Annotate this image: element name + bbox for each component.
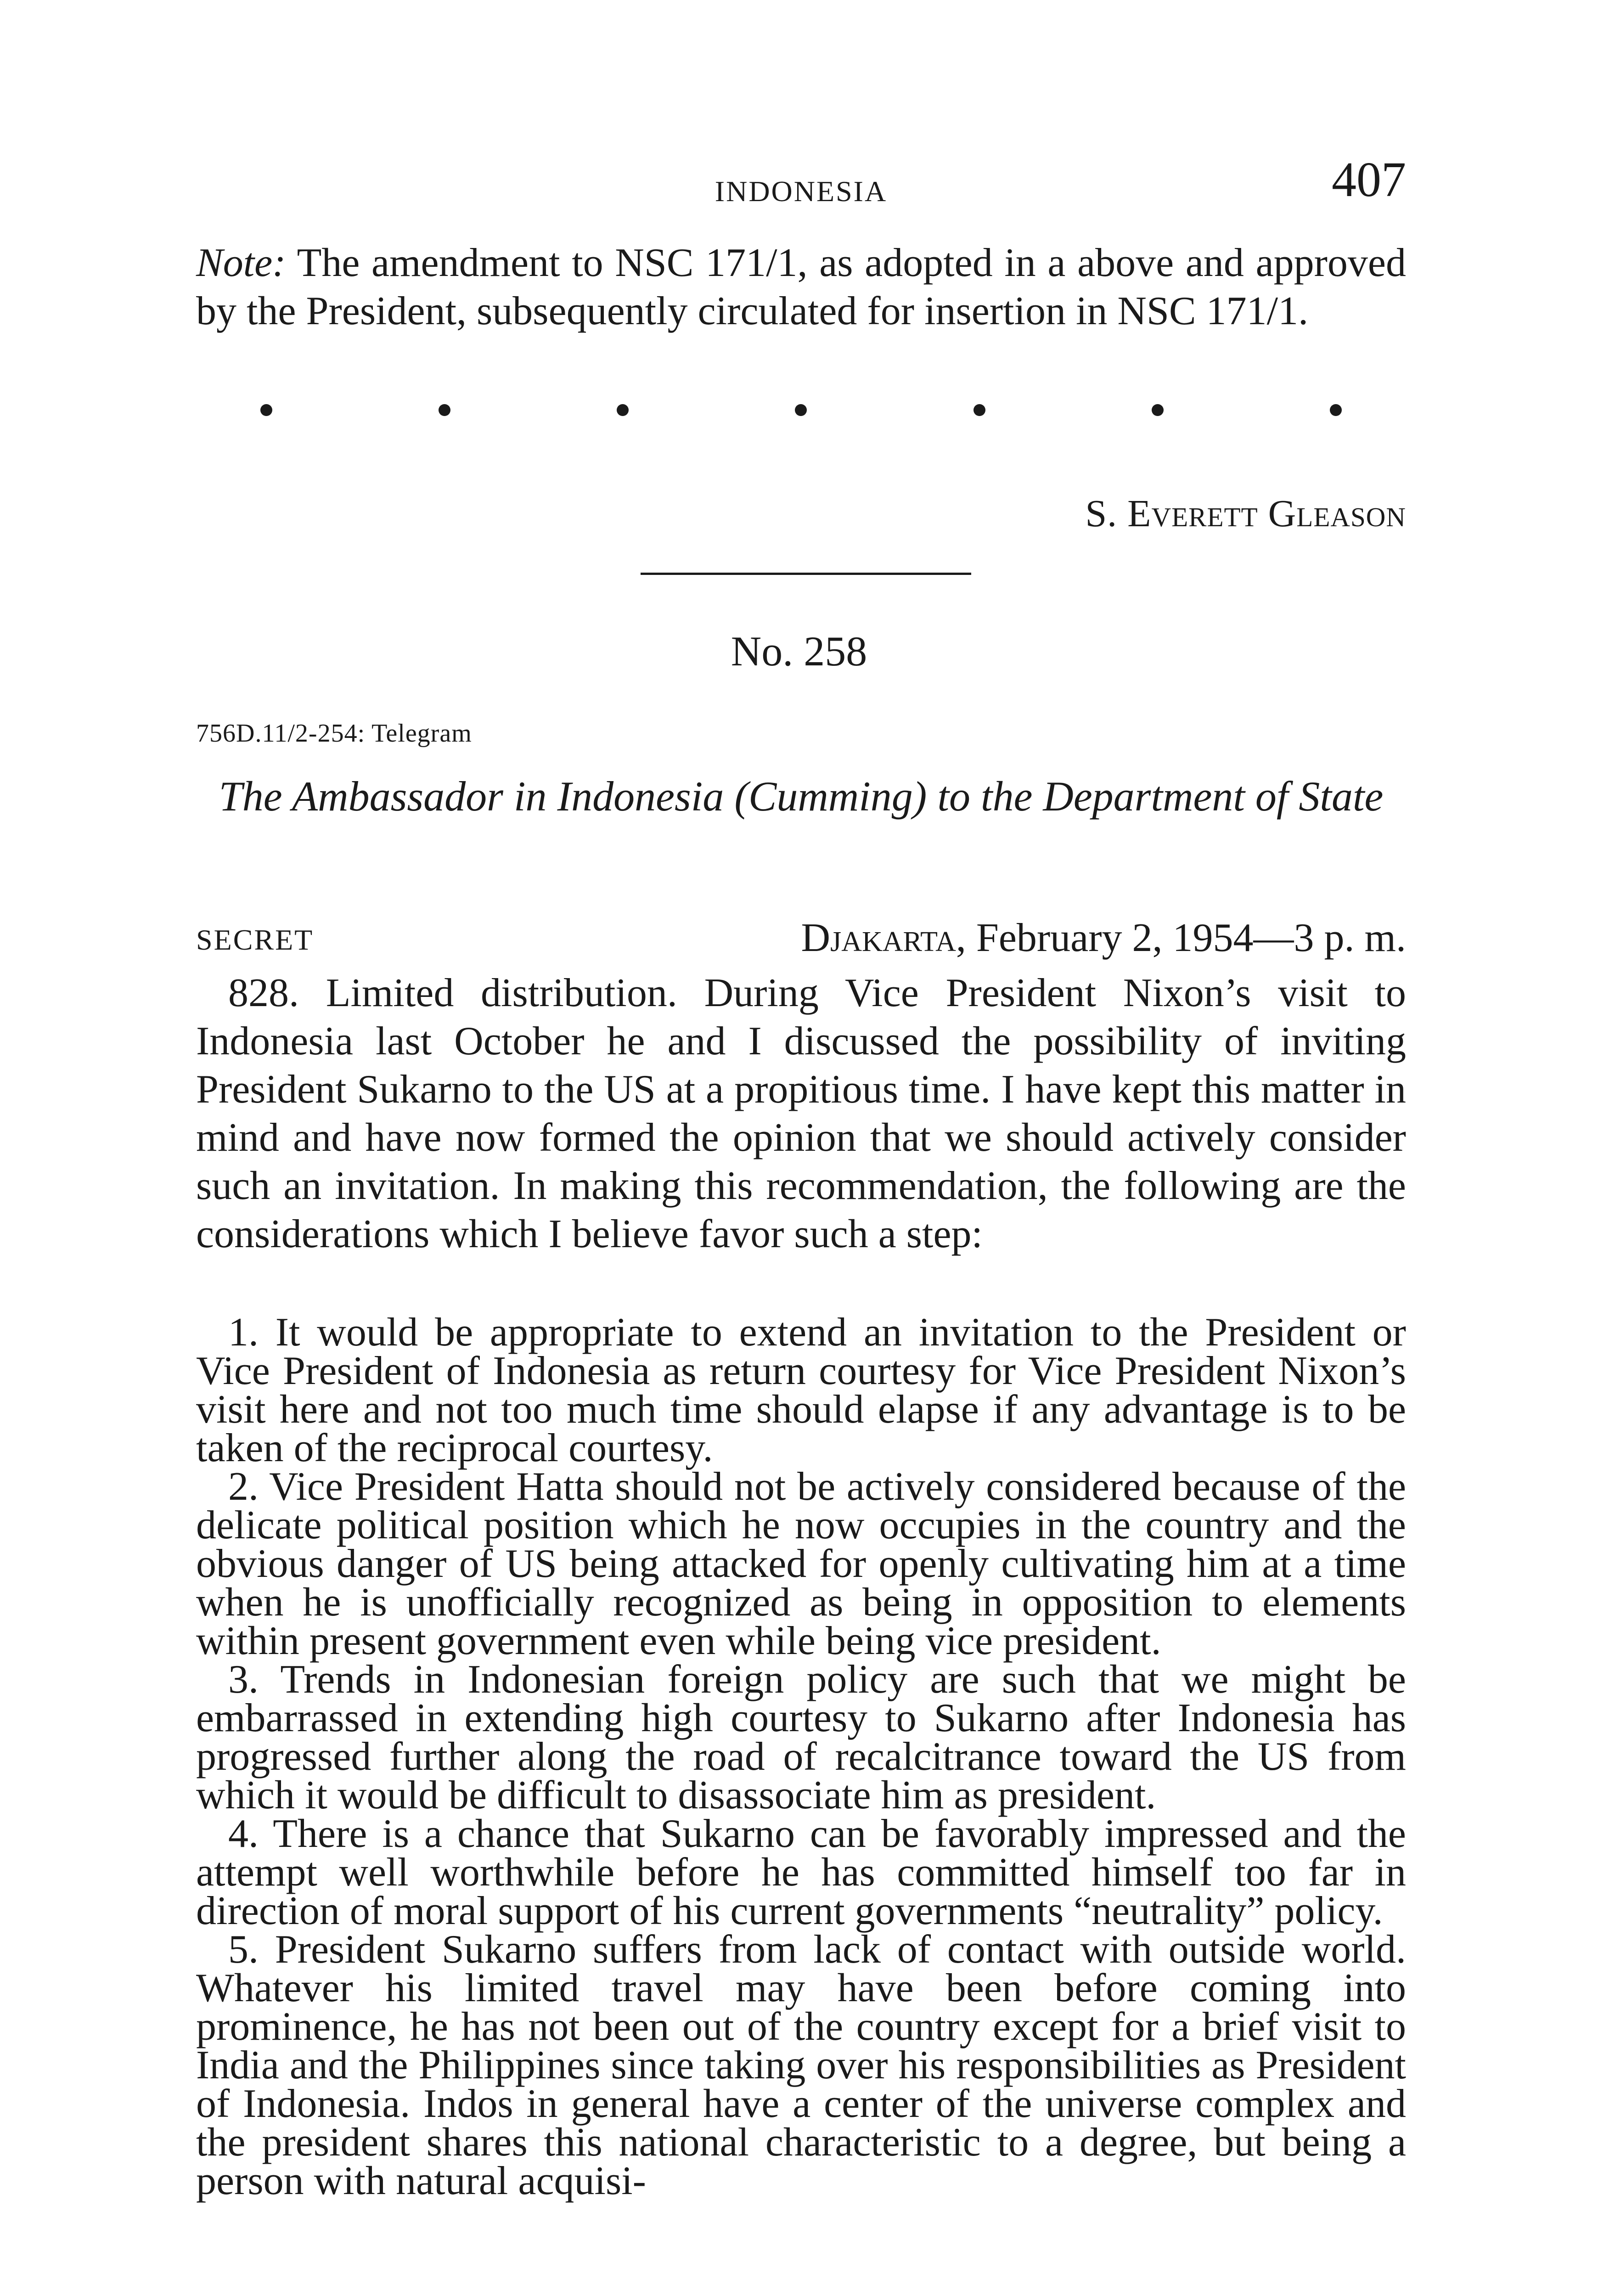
ellipsis-dot [795, 404, 807, 416]
considerations-list [196, 1310, 1406, 2203]
ellipsis-dot [1152, 404, 1164, 416]
omission-dots [196, 404, 1406, 416]
classification-label: SECRET [196, 923, 314, 956]
signature: S. Everett Gleason [1085, 492, 1406, 535]
running-head [196, 152, 1406, 207]
consideration-item: 3. Trends in Indonesian foreign policy are such that we might be embarrassed in extending high courtesy to Sukarno after Indonesia has progressed further along the road of recalcitrance toward the US from which it would be difficult to disassociate him as president. [196, 1657, 1406, 1818]
ellipsis-dot [1330, 404, 1342, 416]
document-heading: The Ambassador in Indonesia (Cumming) to the Department of State [219, 773, 1384, 820]
consideration-item: 1. It would be appropriate to extend an invitation to the President or Vice President of Indonesia as return courtesy for Vice President Nixon’s visit here and not too much time should elapse if any advantage is to be taken of the reciprocal courtesy. [196, 1310, 1406, 1470]
dateline-place: Djakarta, [801, 916, 966, 960]
ellipsis-dot [439, 404, 450, 416]
ellipsis-dot [973, 404, 985, 416]
dateline-date: February 2, 1954—3 p. m. [976, 916, 1406, 960]
editorial-note [196, 239, 1406, 335]
note-text: The amendment to NSC 171/1, as adopted in a above and approved by the President, subsequently circulated for insertion in NSC 171/1. [196, 241, 1406, 333]
ellipsis-dot [260, 404, 272, 416]
document-number: No. 258 [731, 628, 867, 675]
page-number: 407 [1332, 152, 1406, 207]
file-reference: 756D.11/2-254: Telegram [196, 719, 472, 748]
dateline [801, 915, 1406, 961]
note-label: Note: [196, 241, 286, 285]
telegram-intro [196, 969, 1406, 1258]
consideration-item: 5. President Sukarno suffers from lack of contact with outside world. Whatever his limited travel may have been before coming into prominence, he has not been out of the country except for a brief visit to India and the Philippines since taking over his responsibilities as President of Indonesia. Indos in general have a center of the universe complex and the president shares this national characteristic to a degree, but being a person with natural acquisi- [196, 1927, 1406, 2203]
section-divider [641, 573, 971, 575]
running-title: INDONESIA [715, 175, 888, 208]
intro-paragraph: 828. Limited distribution. During Vice President Nixon’s visit to Indonesia last October he and I discussed the possibility of inviting President Sukarno to the US at a propitious time. I have kept this matter in mind and have now formed the opinion that we should actively consider such an invitation. In making this recommendation, the following are the considerations which I believe favor such a step: [196, 971, 1406, 1256]
consideration-item: 4. There is a chance that Sukarno can be favorably impressed and the attempt well worthwhile before he has committed himself too far in direction of moral support of his current governments “neutrality” policy. [196, 1812, 1406, 1933]
ellipsis-dot [617, 404, 629, 416]
consideration-item: 2. Vice President Hatta should not be actively considered because of the delicate political position which he now occupies in the country and the obvious danger of US being attacked for openly cultivating him at a time when he is unofficially recognized as being in opposition to elements within present government even while being vice president. [196, 1464, 1406, 1663]
